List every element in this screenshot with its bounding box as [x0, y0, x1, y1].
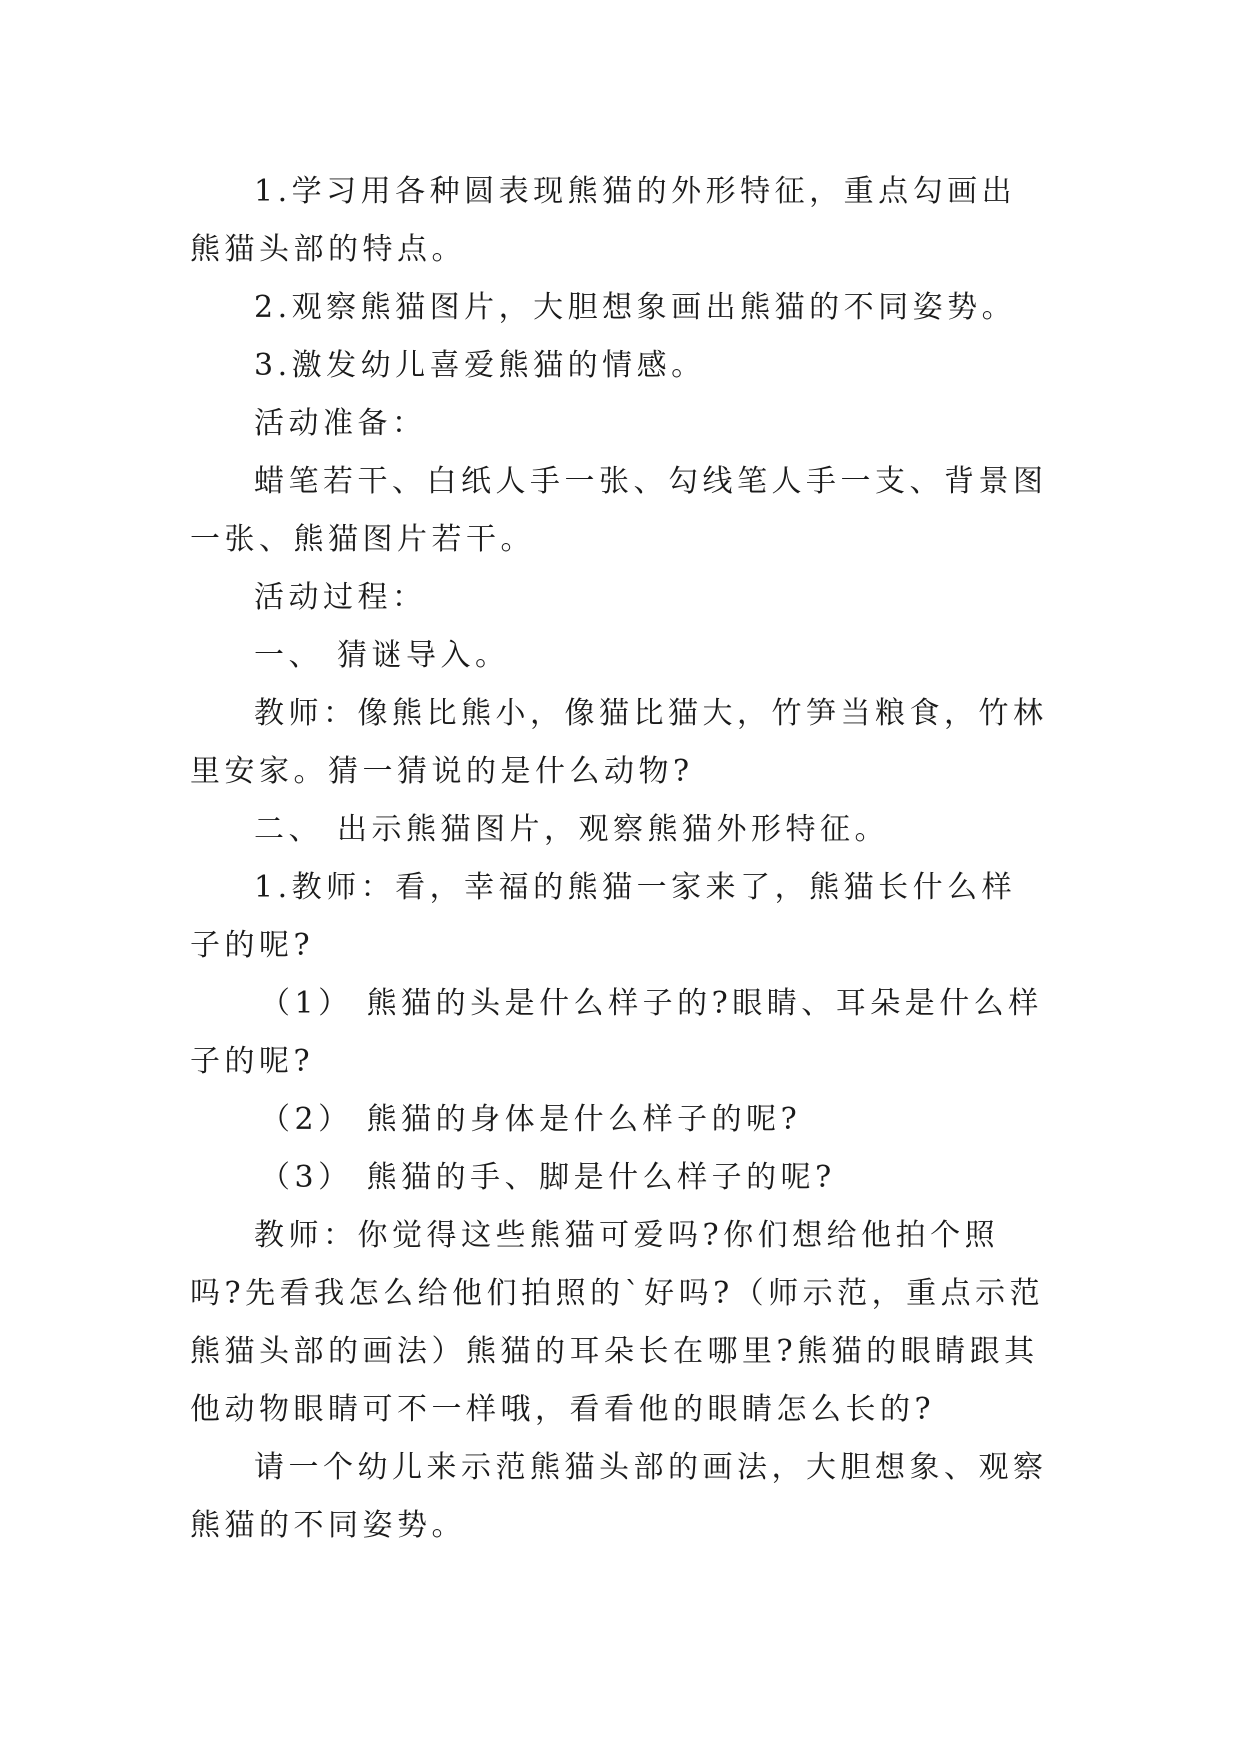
child-demo-paragraph: 请一个幼儿来示范熊猫头部的画法，大胆想象、观察熊猫的不同姿势。 — [190, 1450, 1048, 1543]
sub-question-1: （1） 熊猫的头是什么样子的?眼睛、耳朵是什么样子的呢? — [190, 986, 1043, 1079]
preparation-materials: 蜡笔若干、白纸人手一张、勾线笔人手一支、背景图一张、熊猫图片若干。 — [190, 464, 1048, 557]
objective-3: 3.激发幼儿喜爱熊猫的情感。 — [254, 348, 706, 383]
objective-1: 1.学习用各种圆表现熊猫的外形特征，重点勾画出熊猫头部的特点。 — [190, 174, 1017, 267]
section-heading-process: 活动过程： — [254, 580, 427, 615]
teacher-demo-paragraph: 教师：你觉得这些熊猫可爱吗?你们想给他拍个照吗?先看我怎么给他们拍照的`好吗?（师示范，重点示范熊猫头部的画法）熊猫的耳朵长在哪里?熊猫的眼睛跟其他动物眼睛可不一样哦，看看他的眼睛怎么长的? — [190, 1218, 1045, 1427]
step-2-heading: 二、 出示熊猫图片，观察熊猫外形特征。 — [254, 812, 890, 847]
sub-question-2: （2） 熊猫的身体是什么样子的呢? — [260, 1102, 802, 1137]
step-1-riddle: 教师：像熊比熊小，像猫比猫大，竹笋当粮食，竹林里安家。猜一猜说的是什么动物? — [190, 696, 1048, 789]
document-body — [190, 163, 1050, 1555]
objective-2: 2.观察熊猫图片，大胆想象画出熊猫的不同姿势。 — [254, 290, 1017, 325]
step-1-heading: 一、 猜谜导入。 — [254, 638, 510, 673]
sub-question-3: （3） 熊猫的手、脚是什么样子的呢? — [260, 1160, 836, 1195]
step-2-question: 1.教师：看，幸福的熊猫一家来了，熊猫长什么样子的呢? — [190, 870, 1017, 963]
section-heading-preparation: 活动准备： — [254, 406, 427, 441]
